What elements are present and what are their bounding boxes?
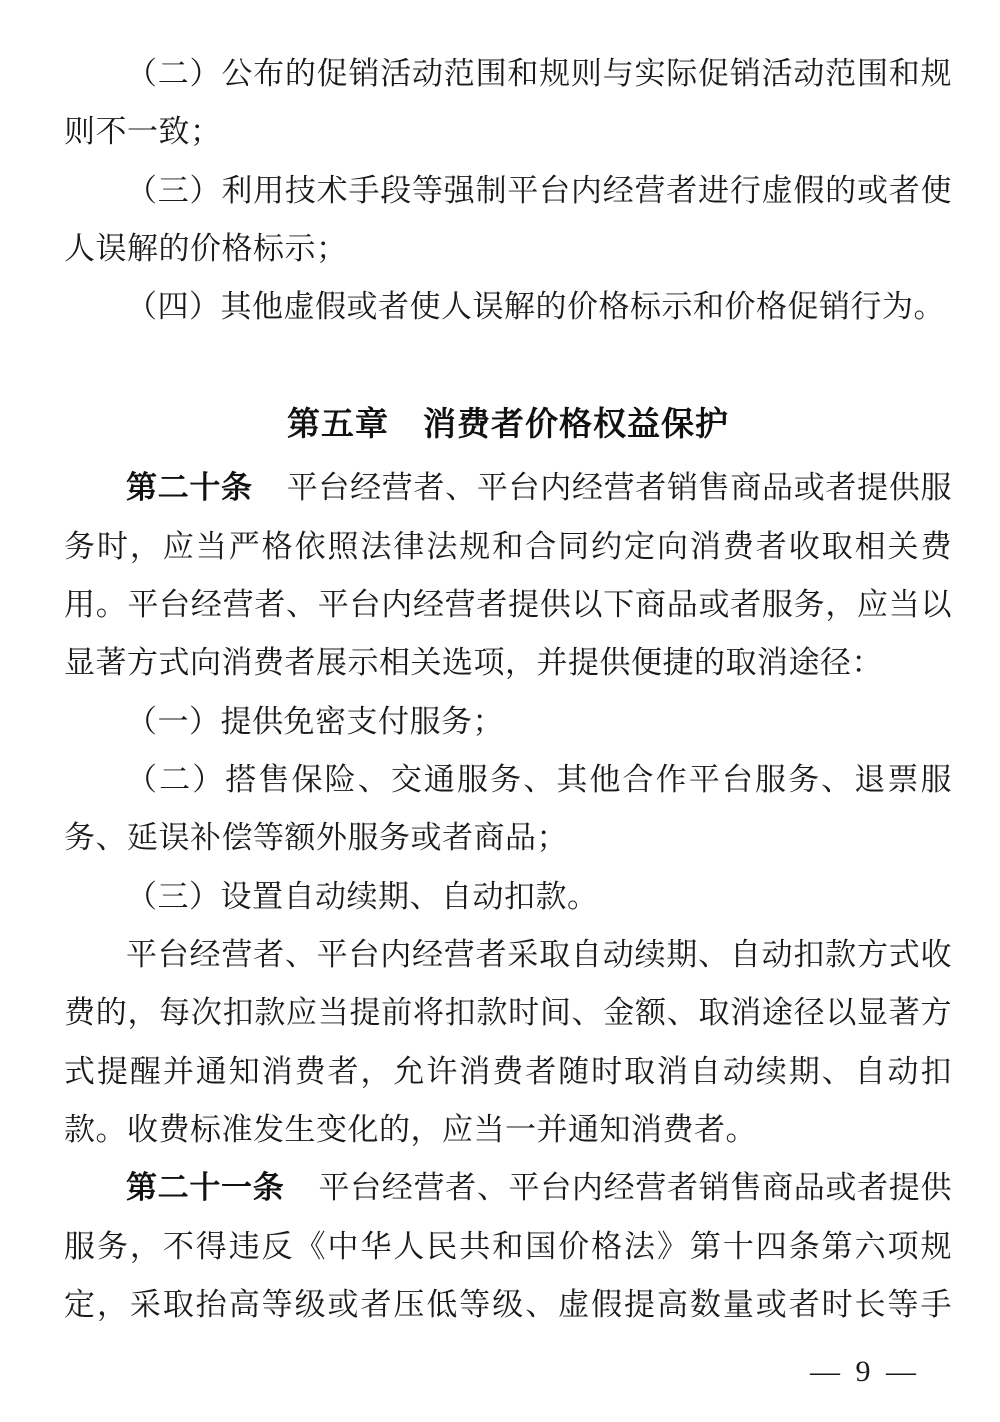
subclause-item-1: （一）提供免密支付服务；: [126, 703, 504, 739]
article-20-paragraph-2: 平台经营者、平台内经营者采取自动续期、自动扣款方式收费的，每次扣款应当提前将扣款时间、金额、取消途径以显著方式提醒并通知消费者，允许消费者随时取消自动续期、自动扣款。收费标准发生变化的，应当一并通知消费者。: [64, 937, 952, 1148]
subclause-item-3: （三）设置自动续期、自动扣款。: [126, 878, 599, 914]
article-20-number: 第二十条: [126, 470, 253, 506]
article-21-paragraph: [64, 1159, 952, 1334]
article-20-paragraph: [64, 459, 952, 692]
article-20-text: 平台经营者、平台内经营者销售商品或者提供服务时，应当严格依照法律法规和合同约定向消费者收取相关费用。平台经营者、平台内经营者提供以下商品或者服务，应当以显著方式向消费者展示相关选项，并提供便捷的取消途径：: [64, 470, 952, 681]
document-body: [64, 45, 952, 1335]
clause-item-4: （四）其他虚假或者使人误解的价格标示和价格促销行为。: [126, 289, 945, 325]
page-number: — 9 —: [810, 1355, 920, 1388]
clause-item-2: （二）公布的促销活动范围和规则与实际促销活动范围和规则不一致；: [64, 56, 952, 150]
clause-item-3: （三）利用技术手段等强制平台内经营者进行虚假的或者使人误解的价格标示；: [64, 172, 952, 267]
chapter-heading: 第五章 消费者价格权益保护: [287, 405, 729, 443]
subclause-item-2: （二）搭售保险、交通服务、其他合作平台服务、退票服务、延误补偿等额外服务或者商品；: [64, 762, 952, 856]
article-21-text: 平台经营者、平台内经营者销售商品或者提供服务，不得违反《中华人民共和国价格法》第十四条第六项规定，采取抬高等级或者压低等级、虚假提高数量或者时长等手: [64, 1170, 952, 1323]
article-21-number: 第二十一条: [126, 1170, 285, 1206]
